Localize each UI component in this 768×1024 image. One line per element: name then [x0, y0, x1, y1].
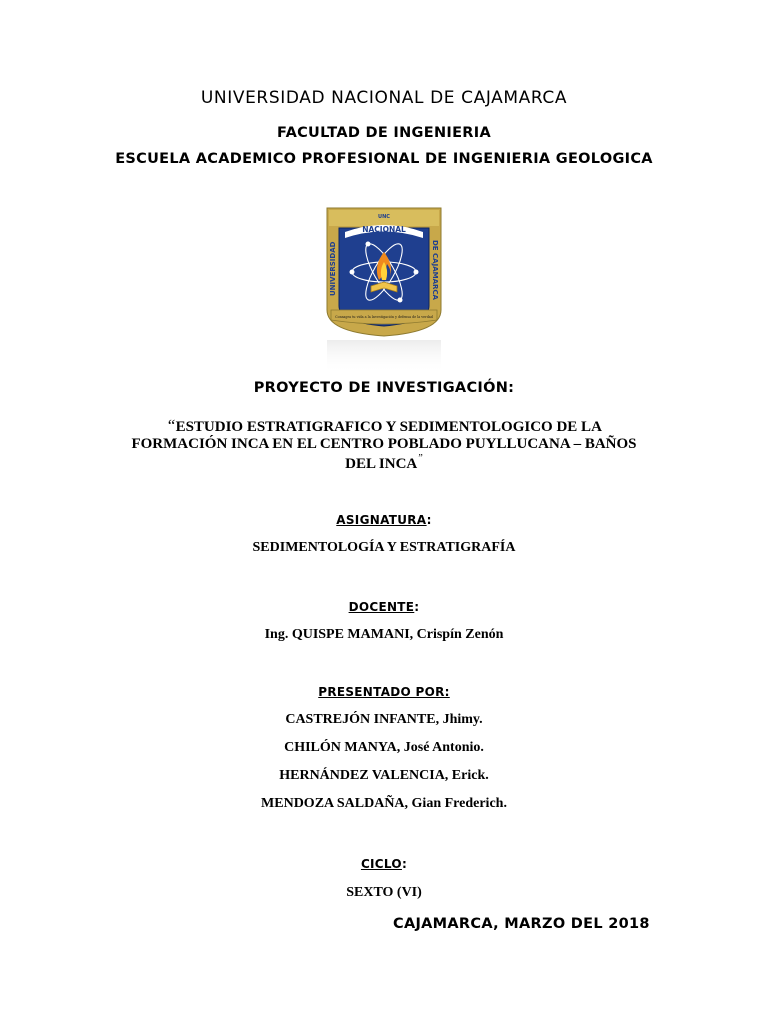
- title-line-1-text: ESTUDIO ESTRATIGRAFICO Y SEDIMENTOLOGICO DE LA: [175, 419, 602, 435]
- subject-label: [0, 513, 768, 527]
- logo-top-text: UNC: [378, 214, 390, 220]
- author-item: CASTREJÓN INFANTE, Jhimy.: [285, 712, 483, 727]
- cycle-value: SEXTO (VI): [346, 885, 422, 900]
- title-open-quote: “: [166, 416, 176, 435]
- teacher-label-colon: :: [414, 600, 420, 614]
- logo-left-text: UNIVERSIDAD: [329, 241, 337, 296]
- project-title-line-1: [0, 416, 768, 436]
- project-label: PROYECTO DE INVESTIGACIÓN:: [253, 380, 515, 396]
- presented-by-label: PRESENTADO POR:: [318, 685, 450, 699]
- logo-arc-text: NACIONAL: [362, 225, 406, 234]
- subject-label-text: ASIGNATURA: [336, 513, 427, 527]
- teacher-label-text: DOCENTE: [348, 600, 415, 614]
- teacher-value: Ing. QUISPE MAMANI, Crispín Zenón: [264, 627, 504, 642]
- logo-motto: Consagra tu vida a la Investigación y defensa de la verdad: [335, 315, 433, 319]
- logo-right-text: DE CAJAMARCA: [431, 240, 439, 300]
- title-close-quote: ”: [417, 453, 423, 464]
- cycle-label: [0, 857, 768, 871]
- cycle-label-colon: :: [401, 857, 408, 871]
- teacher-label: [0, 600, 768, 614]
- author-item: CHILÓN MANYA, José Antonio.: [284, 740, 484, 755]
- project-title-line-2: FORMACIÓN INCA EN EL CENTRO POBLADO PUYLLUCANA – BAÑOS: [131, 436, 637, 452]
- title-line-3-text: DEL INCA: [345, 456, 418, 472]
- faculty-name: FACULTAD DE INGENIERIA: [277, 125, 491, 141]
- author-item: MENDOZA SALDAÑA, Gian Frederich.: [261, 796, 507, 811]
- university-name: UNIVERSIDAD NACIONAL DE CAJAMARCA: [200, 88, 568, 108]
- author-item: HERNÁNDEZ VALENCIA, Erick.: [279, 768, 489, 783]
- subject-value: SEDIMENTOLOGÍA Y ESTRATIGRAFÍA: [252, 540, 516, 555]
- school-name: ESCUELA ACADEMICO PROFESIONAL DE INGENIERIA GEOLOGICA: [115, 151, 653, 167]
- project-title-line-3: [0, 453, 768, 473]
- place-date: CAJAMARCA, MARZO DEL 2018: [393, 916, 650, 932]
- university-logo: [323, 200, 445, 374]
- cycle-label-text: CICLO: [360, 857, 402, 871]
- subject-label-colon: :: [426, 513, 432, 527]
